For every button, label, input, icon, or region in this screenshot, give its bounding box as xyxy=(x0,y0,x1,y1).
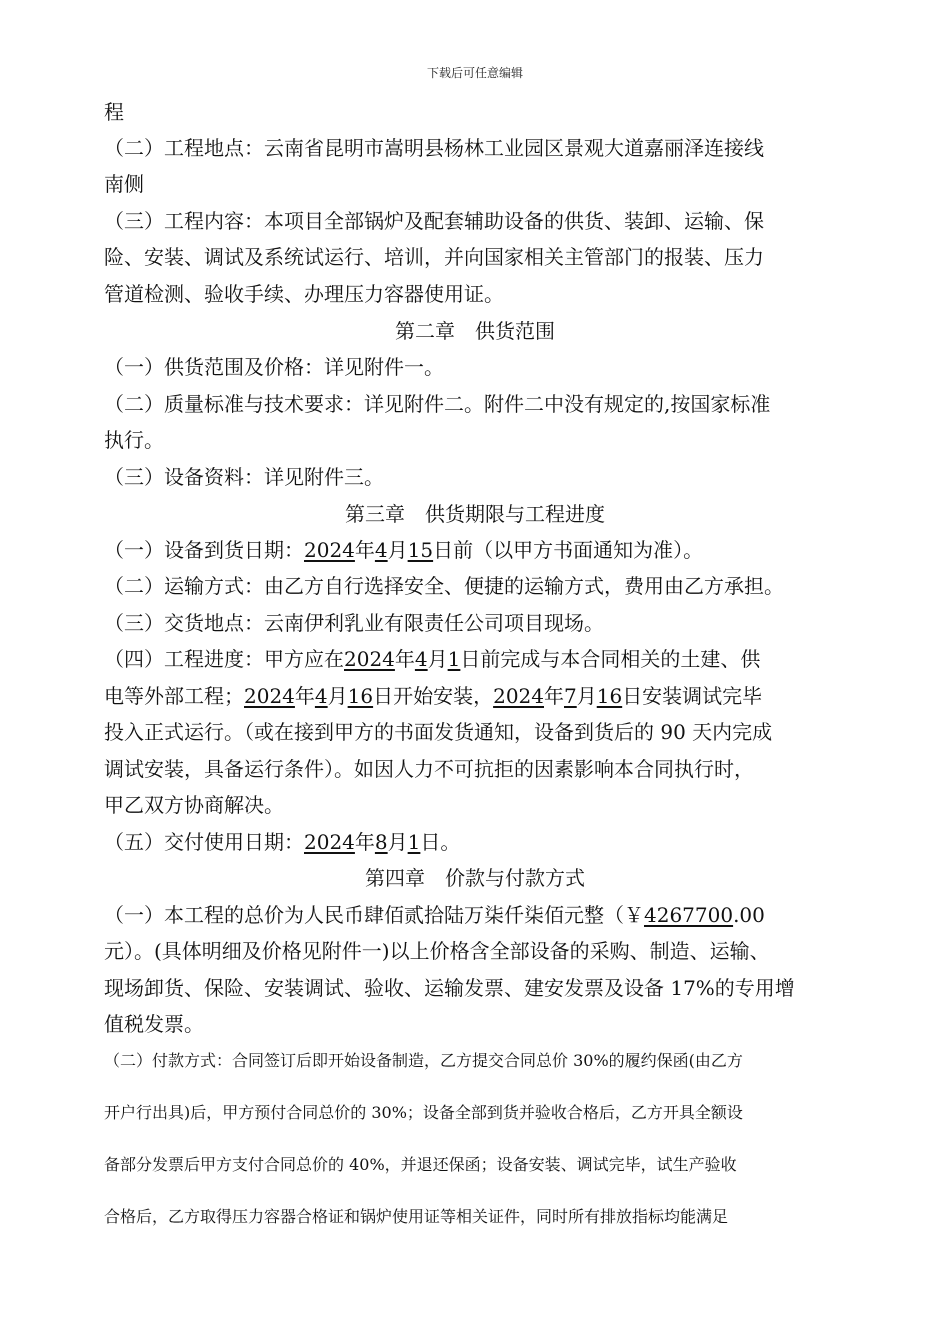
total-price-line: （一）本工程的总价为人民币肆佰贰拾陆万柒仟柒佰元整（￥4267700.00 xyxy=(104,903,765,927)
text-line: （三）设备资料：详见附件三。 xyxy=(104,465,384,489)
text-line: 南侧 xyxy=(104,172,144,196)
text-line: （三）工程内容：本项目全部锅炉及配套辅助设备的供货、装卸、运输、保 xyxy=(104,209,764,233)
chapter-heading-2: 第二章 供货范围 xyxy=(395,319,555,343)
text-line: （二）运输方式：由乙方自行选择安全、便捷的运输方式，费用由乙方承担。 xyxy=(104,574,784,598)
text-line: 现场卸货、保险、安装调试、验收、运输发票、建安发票及设备 17%的专用增 xyxy=(104,976,795,1000)
text-line: 值税发票。 xyxy=(104,1012,204,1036)
payment-line: 备部分发票后甲方支付合同总价的 40%，并退还保函；设备安装、调试完毕，试生产验收 xyxy=(104,1155,737,1174)
handover-date-line: （五）交付使用日期：2024年8月1日。 xyxy=(104,830,461,854)
text-line: （二）工程地点：云南省昆明市嵩明县杨林工业园区景观大道嘉丽泽连接线 xyxy=(104,136,764,160)
text-line: 程 xyxy=(104,100,124,124)
schedule-line-1: （四）工程进度：甲方应在2024年4月1日前完成与本合同相关的土建、供 xyxy=(104,647,761,671)
text-line: （三）交货地点：云南伊利乳业有限责任公司项目现场。 xyxy=(104,611,604,635)
text-line: 甲乙双方协商解决。 xyxy=(104,793,284,817)
chapter-heading-4: 第四章 价款与付款方式 xyxy=(365,866,585,890)
payment-line: 合格后，乙方取得压力容器合格证和锅炉使用证等相关证件，同时所有排放指标均能满足 xyxy=(104,1207,729,1226)
schedule-line-2: 电等外部工程；2024年4月16日开始安装，2024年7月16日安装调试完毕 xyxy=(104,684,763,708)
text-line: 元）。(具体明细及价格见附件一)以上价格含全部设备的采购、制造、运输、 xyxy=(104,939,770,963)
payment-line: （二）付款方式：合同签订后即开始设备制造，乙方提交合同总价 30%的履约保函(由乙方 xyxy=(104,1051,743,1070)
text-line: （二）质量标准与技术要求：详见附件二。附件二中没有规定的,按国家标准 xyxy=(104,392,771,416)
text-line: （一）供货范围及价格：详见附件一。 xyxy=(104,355,444,379)
text-line: 投入正式运行。（或在接到甲方的书面发货通知，设备到货后的 90 天内完成 xyxy=(104,720,773,744)
text-line: 执行。 xyxy=(104,428,164,452)
text-line: 管道检测、验收手续、办理压力容器使用证。 xyxy=(104,282,504,306)
text-line: 险、安装、调试及系统试运行、培训，并向国家相关主管部门的报装、压力 xyxy=(104,245,764,269)
payment-line: 开户行出具)后，甲方预付合同总价的 30%；设备全部到货并验收合格后，乙方开具全额设 xyxy=(104,1103,743,1122)
text-line: 调试安装，具备运行条件）。如因人力不可抗拒的因素影响本合同执行时， xyxy=(104,757,754,781)
delivery-date-line: （一）设备到货日期：2024年4月15日前（以甲方书面通知为准）。 xyxy=(104,538,704,562)
page-header: 下载后可任意编辑 xyxy=(426,66,523,80)
chapter-heading-3: 第三章 供货期限与工程进度 xyxy=(345,502,605,526)
